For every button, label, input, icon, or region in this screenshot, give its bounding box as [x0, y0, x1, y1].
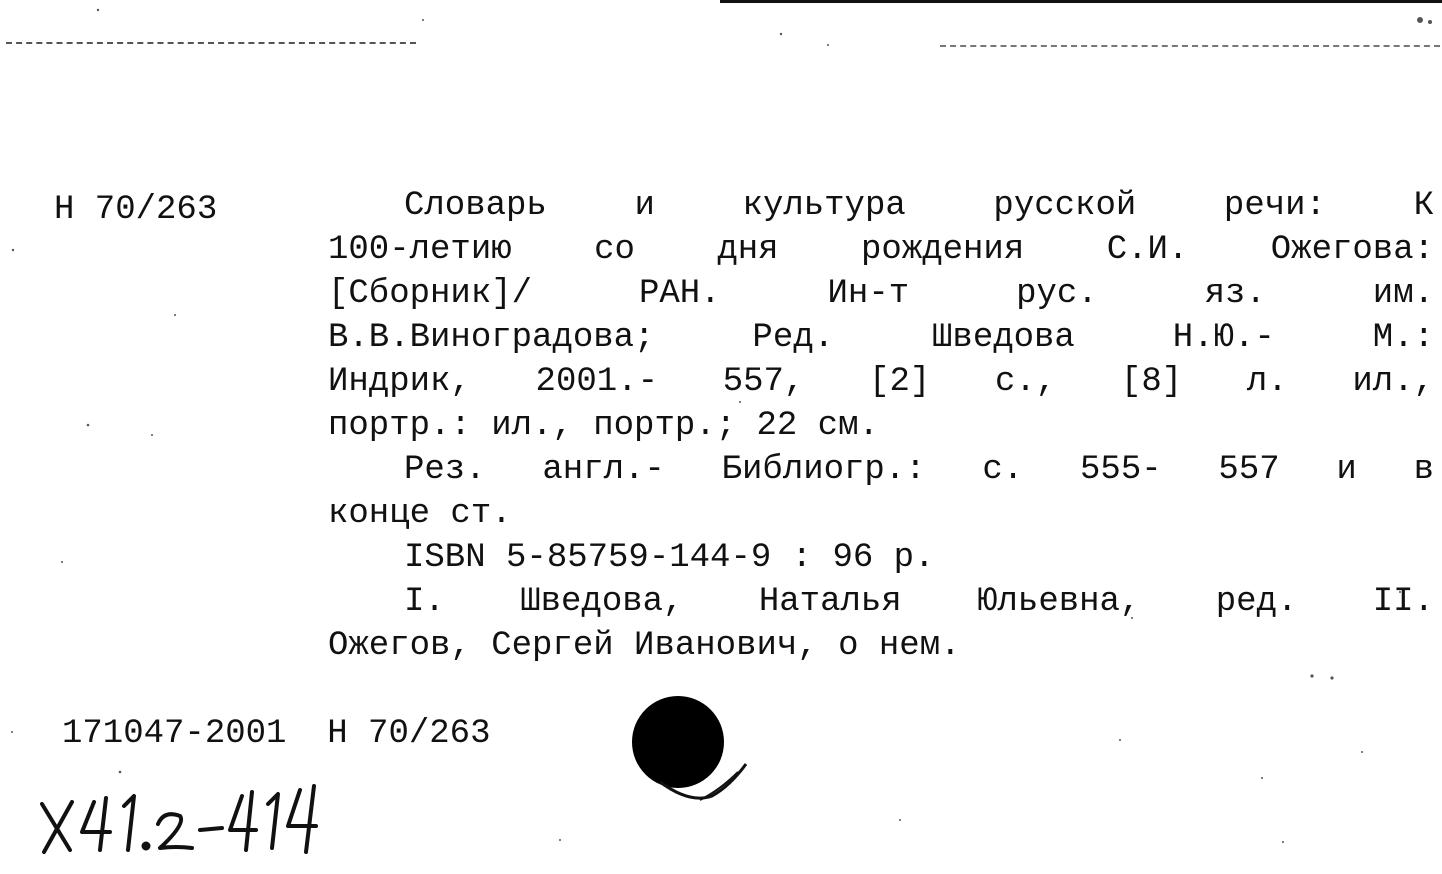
call-number: Н 70/263	[54, 191, 218, 229]
entry-tracings-line-2: Ожегов, Сергей Иванович, о нем.	[328, 627, 961, 665]
entry-collation-line: портр.: ил., портр.; 22 см.	[328, 407, 879, 445]
entry-note-line-2: конце ст.	[328, 495, 512, 533]
entry-note-line-1: Рез. англ.- Библиогр.: с. 555- 557 и в	[404, 451, 1434, 489]
entry-isbn: ISBN 5-85759-144-9 : 96 р.	[404, 539, 935, 577]
entry-imprint-line: Индрик, 2001.- 557, [2] с., [8] л. ил.,	[328, 363, 1434, 401]
entry-title-line-4: В.В.Виноградова; Ред. Шведова Н.Ю.- М.:	[328, 319, 1434, 357]
handwritten-classification-mark	[36, 780, 376, 860]
entry-title-line-2: 100-летию со дня рождения С.И. Ожегова:	[328, 231, 1434, 269]
accession-and-call-number: 171047-2001 Н 70/263	[62, 715, 491, 753]
entry-title-line-3: [Сборник]/ РАН. Ин-т рус. яз. им.	[328, 275, 1434, 313]
entry-tracings-line-1: I. Шведова, Наталья Юльевна, ред. II.	[404, 583, 1434, 621]
entry-title-line-1: Словарь и культура русской речи: К	[404, 187, 1434, 225]
